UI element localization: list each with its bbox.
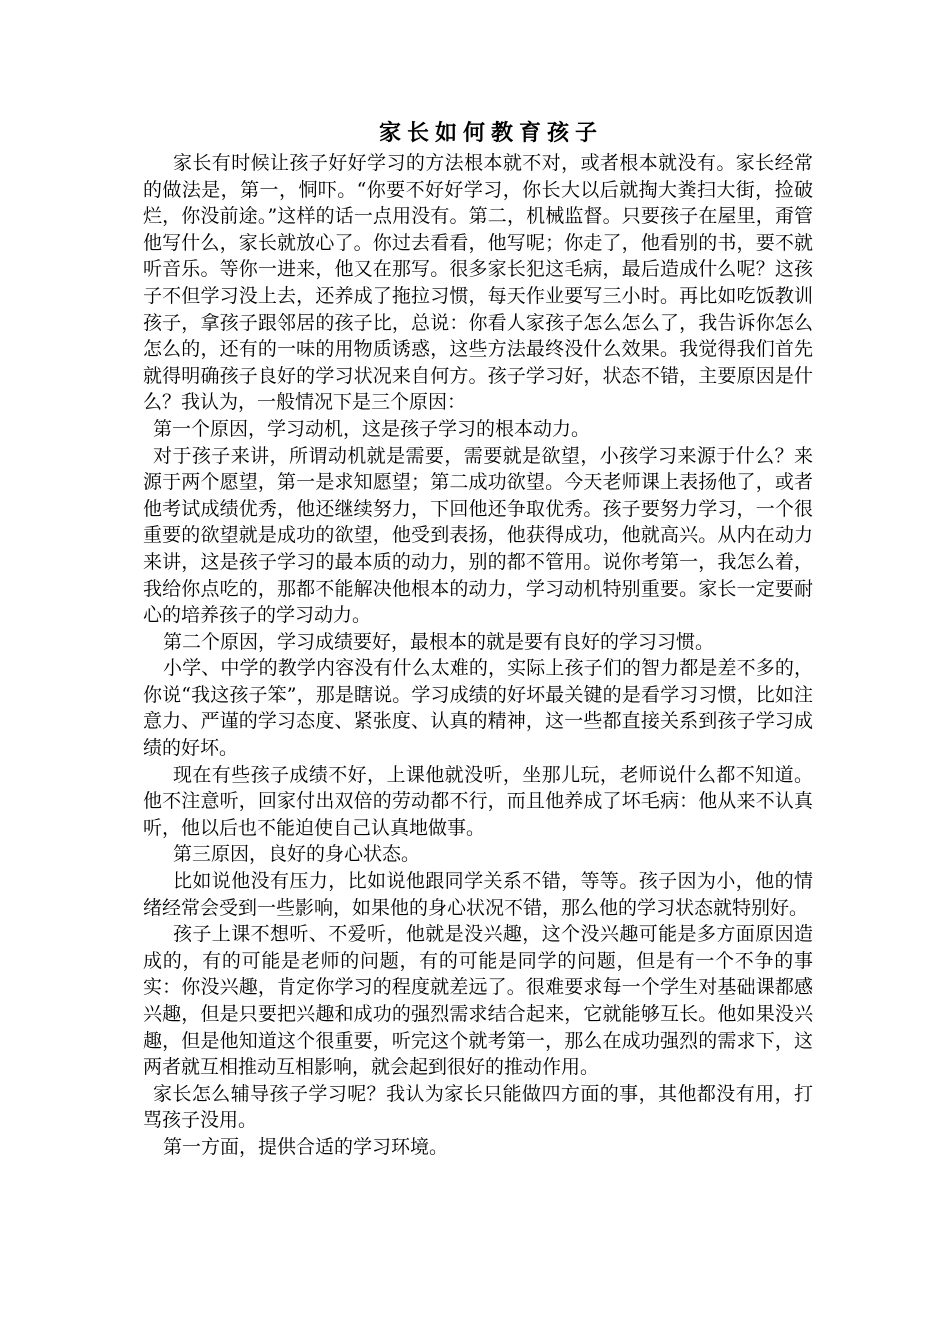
paragraph-aspect-one: 第一方面，提供合适的学习环境。 [163,1135,449,1158]
paragraph-parent-guidance: 家长怎么辅导孩子学习呢？我认为家长只能做四方面的事，其他都没有用，打骂孩子没用。 [143,1082,813,1132]
paragraph-reason-two-body: 小学、中学的教学内容没有什么太难的，实际上孩子们的智力都是差不多的，你说“我这孩子笨”，那是瞎说。学习成绩的好坏最关键的是看学习习惯，比如注意力、严谨的学习态度、紧张度、认真的精神，这一些都直接关系到孩子学习成绩的好坏。 [143,657,813,760]
document-title: 家长如何教育孩子 [378,121,603,146]
paragraph-interest: 孩子上课不想听、不爱听，他就是没兴趣，这个没兴趣可能是多方面原因造成的，有的可能是老师的问题，有的可能是同学的问题，但是有一个不争的事实：你没兴趣，肯定你学习的程度就差远了。很难要求每一个学生对基础课都感兴趣，但是只要把兴趣和成功的强烈需求结合起来，它就能够互长。他如果没兴趣，但是他知道这个很重要，听完这个就考第一，那么在成功强烈的需求下，这两者就互相推动互相影响，就会起到很好的推动作用。 [143,923,813,1079]
document-body [143,118,813,1161]
paragraph-reason-two-heading: 第二个原因，学习成绩要好，最根本的就是要有良好的学习习惯。 [163,630,715,653]
paragraph-reason-three-heading: 第三原因，良好的身心状态。 [173,843,421,866]
paragraph-reason-two-example: 现在有些孩子成绩不好，上课他就没听，坐那儿玩，老师说什么都不知道。他不注意听，回家付出双倍的劳动都不行，而且他养成了坏毛病：他从来不认真听，他以后也不能迫使自己认真地做事。 [143,763,813,839]
paragraph-reason-three-body: 比如说他没有压力，比如说他跟同学关系不错，等等。孩子因为小，他的情绪经常会受到一些影响，如果他的身心状况不错，那么他的学习状态就特别好。 [143,870,813,919]
paragraph-reason-one-heading: 第一个原因，学习动机，这是孩子学习的根本动力。 [153,417,591,440]
paragraph-intro: 家长有时候让孩子好好学习的方法根本就不对，或者根本就没有。家长经常的做法是，第一，恫吓。“你要不好好学习，你长大以后就掏大粪扫大街，捡破烂，你没前途。”这样的话一点用没有。第二，机械监督。只要孩子在屋里，甭管他写什么，家长就放心了。你过去看看，他写呢；你走了，他看别的书，要不就听音乐。等你一进来，他又在那写。很多家长犯这毛病，最后造成什么呢？这孩子不但学习没上去，还养成了拖拉习惯，每天作业要写三小时。再比如吃饭教训孩子，拿孩子跟邻居的孩子比，总说：你看人家孩子怎么怎么了，我告诉你怎么怎么的，还有的一味的用物质诱惑，这些方法最终没什么效果。我觉得我们首先就得明确孩子良好的学习状况来自何方。孩子学习好，状态不错，主要原因是什么？我认为，一般情况下是三个原因： [143,152,813,414]
paragraph-reason-one-body: 对于孩子来讲，所谓动机就是需要，需要就是欲望，小孩学习来源于什么？来源于两个愿望，第一是求知愿望；第二成功欲望。今天老师课上表扬他了，或者他考试成绩优秀，他还继续努力，下回他还争取优秀。孩子要努力学习，一个很重要的欲望就是成功的欲望，他受到表扬，他获得成功，他就高兴。从内在动力来讲，这是孩子学习的最本质的动力，别的都不管用。说你考第一，我怎么着，我给你点吃的，那都不能解决他根本的动力，学习动机特别重要。家长一定要耐心的培养孩子的学习动力。 [143,444,813,627]
